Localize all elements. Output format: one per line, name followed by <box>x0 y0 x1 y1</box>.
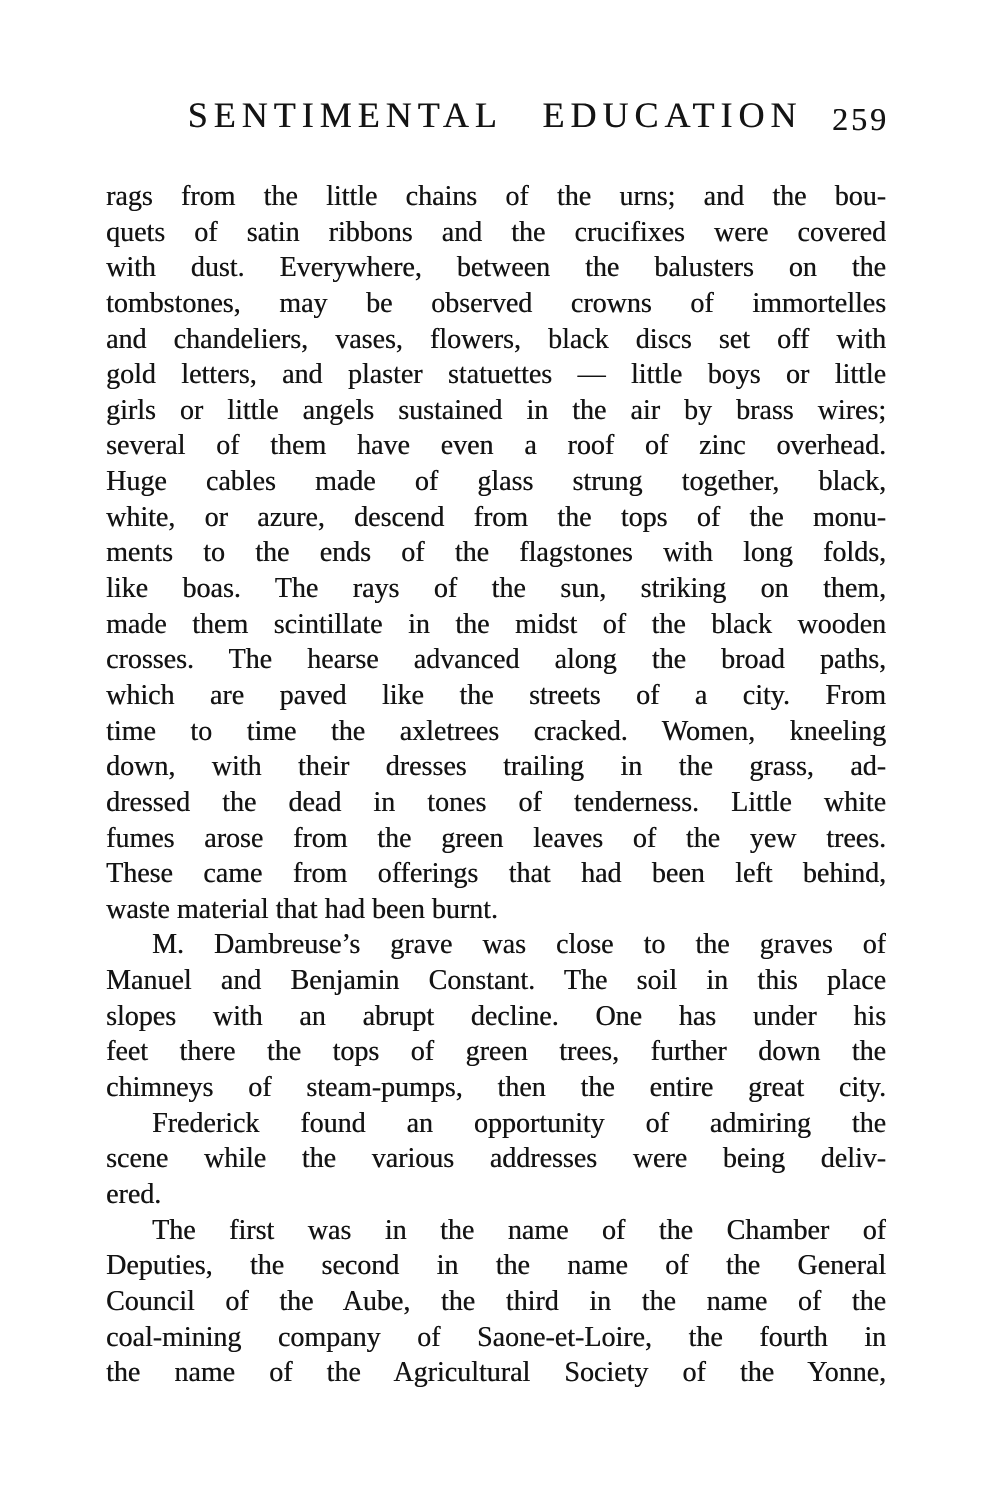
text-line: which are paved like the streets of a city. From <box>106 679 886 711</box>
text-line: chimneys of steam-pumps, then the entire great city. <box>106 1072 886 1104</box>
text-line: white, or azure, descend from the tops of the monu- <box>106 501 886 533</box>
text-line: M. Dambreuse’s grave was close to the graves of <box>152 929 886 961</box>
text-line: These came from offerings that had been left behind, <box>106 858 886 890</box>
page-title: SENTIMENTAL EDUCATION <box>187 95 803 135</box>
text-line: Frederick found an opportunity of admiring the <box>152 1107 886 1139</box>
text-line: quets of satin ribbons and the crucifixes were covered <box>106 216 886 248</box>
text-line: rags from the little chains of the urns; and the bou- <box>106 181 886 212</box>
body-text <box>106 179 886 1391</box>
text-line: crosses. The hearse advanced along the broad paths, <box>106 644 886 676</box>
text-line: slopes with an abrupt decline. One has under his <box>106 1000 886 1032</box>
text-line: feet there the tops of green trees, further down the <box>106 1036 886 1068</box>
text-line: fumes arose from the green leaves of the yew trees. <box>106 822 886 854</box>
text-line: The first was in the name of the Chamber of <box>152 1214 886 1246</box>
text-line: dressed the dead in tones of tenderness. Little white <box>106 786 886 818</box>
text-line: the name of the Agricultural Society of the Yonne, <box>106 1357 886 1389</box>
text-line: tombstones, may be observed crowns of immortelles <box>106 287 886 319</box>
text-line: like boas. The rays of the sun, striking on them, <box>106 573 886 605</box>
text-line: and chandeliers, vases, flowers, black discs set off with <box>106 323 886 355</box>
text-line: down, with their dresses trailing in the grass, ad- <box>106 751 886 783</box>
text-line: made them scintillate in the midst of the black wooden <box>106 608 886 640</box>
text-line: girls or little angels sustained in the air by brass wires; <box>106 394 886 426</box>
text-line: coal-mining company of Saone-et-Loire, the fourth in <box>106 1321 886 1353</box>
text-line: ered. <box>106 1178 162 1210</box>
text-line: scene while the various addresses were being deliv- <box>106 1143 886 1175</box>
text-line: several of them have even a roof of zinc overhead. <box>106 430 886 462</box>
page-number: 259 <box>832 101 889 137</box>
text-line: Council of the Aube, the third in the name of the <box>106 1285 886 1317</box>
text-line: waste material that had been burnt. <box>106 893 498 925</box>
text-line: ments to the ends of the flagstones with long folds, <box>106 537 886 569</box>
text-line: gold letters, and plaster statuettes — little boys or little <box>106 359 886 391</box>
text-line: time to time the axletrees cracked. Women, kneeling <box>106 715 886 747</box>
text-line: Huge cables made of glass strung together, black, <box>106 466 886 498</box>
running-head <box>105 94 889 142</box>
text-line: with dust. Everywhere, between the balusters on the <box>106 252 886 284</box>
text-line: Manuel and Benjamin Constant. The soil in this place <box>106 965 886 997</box>
text-line: Deputies, the second in the name of the General <box>106 1250 886 1282</box>
